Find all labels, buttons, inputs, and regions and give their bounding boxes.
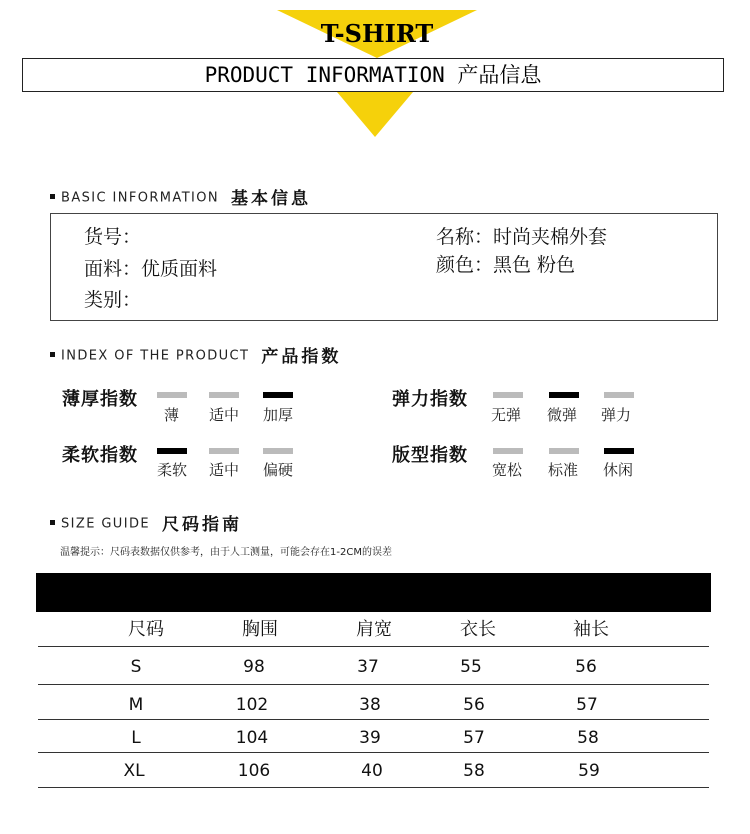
index-bar bbox=[549, 392, 579, 398]
index-label-softness: 柔软指数 bbox=[62, 445, 138, 466]
index-level-label: 休闲 bbox=[603, 461, 634, 479]
index-level-label: 偏硬 bbox=[263, 461, 294, 479]
index-level-label: 弹力 bbox=[601, 406, 632, 424]
bullet-icon bbox=[50, 520, 55, 525]
index-bar bbox=[493, 392, 523, 398]
size-table-cell: 57 bbox=[576, 695, 598, 715]
size-table-cell: 38 bbox=[359, 695, 381, 715]
index-heading bbox=[50, 345, 341, 367]
size-table-cell: 58 bbox=[463, 761, 485, 781]
basic-info-heading-cn: 基本信息 bbox=[231, 188, 312, 209]
index-bar bbox=[604, 392, 634, 398]
index-level-label: 薄 bbox=[164, 406, 180, 424]
table-divider bbox=[38, 646, 709, 647]
size-table-cell: 39 bbox=[359, 728, 381, 748]
index-bar bbox=[209, 448, 239, 454]
size-table-header: 衣长 bbox=[460, 619, 496, 640]
size-table-cell: 98 bbox=[243, 657, 265, 677]
index-level-label: 适中 bbox=[209, 461, 240, 479]
index-bar bbox=[493, 448, 523, 454]
fabric: 面料：优质面料 bbox=[84, 258, 218, 280]
size-table-cell: 55 bbox=[460, 657, 482, 677]
index-level-label: 宽松 bbox=[492, 461, 523, 479]
product-color: 颜色：黑色 粉色 bbox=[436, 254, 576, 276]
basic-info-heading-en: BASIC INFORMATION bbox=[61, 190, 220, 206]
size-table-header-bar bbox=[36, 573, 711, 612]
size-table-cell: 40 bbox=[361, 761, 383, 781]
size-table-cell: 102 bbox=[235, 695, 269, 715]
category: 类别： bbox=[84, 289, 142, 311]
index-label-thickness: 薄厚指数 bbox=[62, 389, 138, 410]
table-divider bbox=[38, 752, 709, 753]
table-divider bbox=[38, 684, 709, 685]
index-heading-en: INDEX OF THE PRODUCT bbox=[61, 348, 250, 364]
size-table-cell: M bbox=[128, 695, 144, 715]
index-level-label: 加厚 bbox=[263, 406, 294, 424]
bullet-icon bbox=[50, 352, 55, 357]
size-note: 温馨提示：尺码表数据仅供参考，由于人工测量，可能会存在1-2CM的误差 bbox=[60, 547, 392, 558]
size-guide-heading-en: SIZE GUIDE bbox=[61, 516, 150, 532]
index-level-label: 标准 bbox=[548, 461, 579, 479]
size-table-cell: 37 bbox=[357, 657, 379, 677]
size-table-cell: 57 bbox=[463, 728, 485, 748]
index-level-label: 适中 bbox=[209, 406, 240, 424]
index-bar bbox=[263, 448, 293, 454]
size-table-header: 袖长 bbox=[573, 619, 609, 640]
tshirt-badge: T-SHIRT bbox=[320, 19, 434, 48]
basic-info-heading bbox=[50, 187, 311, 209]
index-bar bbox=[157, 448, 187, 454]
index-level-label: 微弹 bbox=[547, 406, 578, 424]
size-table-cell: S bbox=[130, 657, 142, 677]
index-bar bbox=[604, 448, 634, 454]
size-table-header: 尺码 bbox=[128, 619, 164, 640]
size-table-cell: 58 bbox=[577, 728, 599, 748]
index-heading-cn: 产品指数 bbox=[261, 346, 342, 367]
index-bar bbox=[549, 448, 579, 454]
size-table-cell: XL bbox=[123, 761, 145, 781]
index-bar bbox=[209, 392, 239, 398]
product-name: 名称：时尚夹棉外套 bbox=[436, 226, 608, 248]
size-guide-heading bbox=[50, 513, 242, 535]
index-level-label: 柔软 bbox=[157, 461, 188, 479]
size-table-cell: 104 bbox=[235, 728, 269, 748]
index-level-label: 无弹 bbox=[491, 406, 522, 424]
index-bar bbox=[157, 392, 187, 398]
size-table-header: 胸围 bbox=[242, 619, 278, 640]
size-table-cell: 56 bbox=[463, 695, 485, 715]
header-triangle-bottom bbox=[337, 92, 413, 137]
size-table-header: 肩宽 bbox=[356, 619, 392, 640]
page-title: PRODUCT INFORMATION 产品信息 bbox=[204, 63, 542, 87]
size-guide-heading-cn: 尺码指南 bbox=[162, 514, 242, 535]
size-table-cell: 59 bbox=[578, 761, 600, 781]
index-label-elasticity: 弹力指数 bbox=[392, 389, 468, 410]
size-table-cell: 56 bbox=[575, 657, 597, 677]
table-divider bbox=[38, 787, 709, 788]
index-label-fit: 版型指数 bbox=[392, 445, 468, 466]
size-table-cell: 106 bbox=[237, 761, 271, 781]
item-number: 货号： bbox=[84, 226, 142, 248]
bullet-icon bbox=[50, 194, 55, 199]
table-divider bbox=[38, 719, 709, 720]
index-bar bbox=[263, 392, 293, 398]
size-table-cell: L bbox=[131, 728, 141, 748]
